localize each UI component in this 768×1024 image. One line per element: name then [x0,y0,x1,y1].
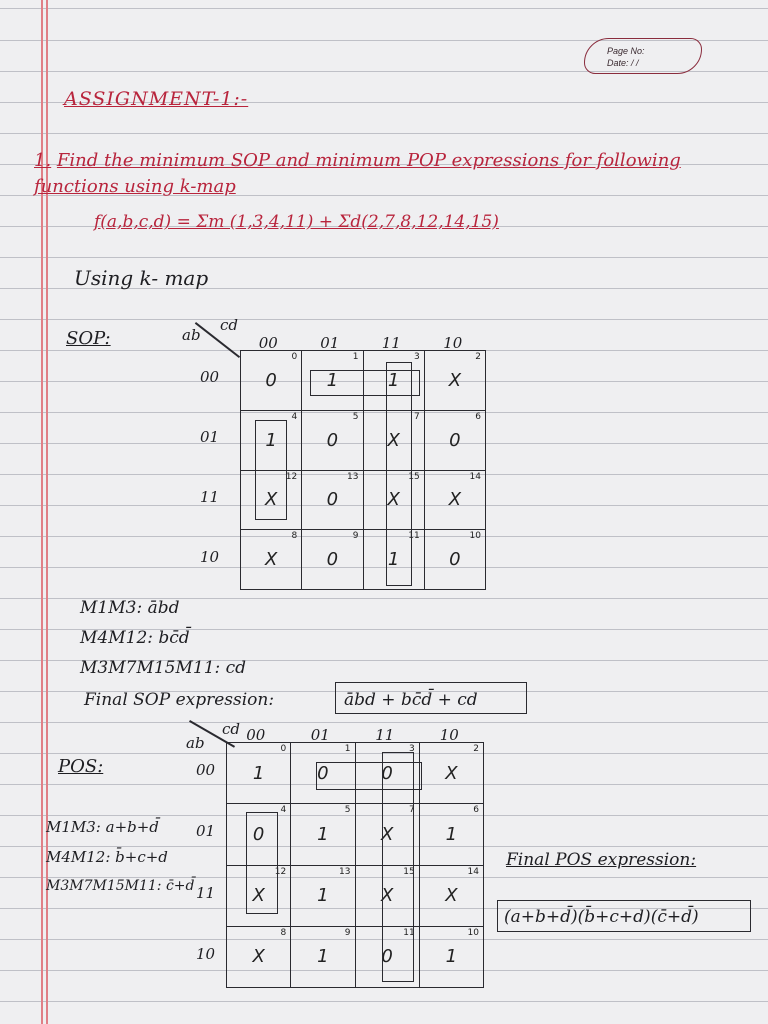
sop-row-header: 11 [200,488,220,506]
sop-cell [302,530,363,590]
pos-cell-index: 13 [339,866,351,877]
sop-cell-index: 3 [414,352,420,362]
question-number: 1. [34,150,52,171]
method-heading: Using k- map [74,266,209,290]
pos-cell [419,865,483,926]
pos-cell-value: 1 [317,885,329,907]
pos-final-label: Final POS expression: [506,850,697,870]
sop-cell-index: 9 [352,531,359,542]
pos-column-header: 10 [439,726,459,744]
pos-cell [291,865,355,926]
pos-row-header: 10 [196,945,216,964]
sop-term-1: M1M3: ābd [80,598,180,618]
sop-cell-index: 8 [291,531,298,542]
pos-cell-value: 0 [252,823,265,845]
pos-cell [419,804,483,865]
pos-cell [419,743,483,804]
question-text [34,148,734,200]
pos-cell-index: 14 [467,866,479,877]
sop-cell [302,470,363,530]
pos-cell [227,743,291,804]
sop-cell-value: 1 [387,369,400,391]
pos-group-c-d-column [382,752,414,982]
sop-column-header: 10 [443,334,463,352]
sop-cell-index: 10 [469,531,481,542]
sop-cell-value: 0 [449,549,461,571]
pos-cell-value: X [380,823,394,845]
pos-cell-index: 4 [280,805,287,816]
sop-row-header: 01 [200,428,220,446]
pos-cell-value: X [445,762,458,784]
pos-cell-index: 9 [344,927,351,938]
pos-cell-index: 3 [409,744,415,754]
pos-row-header: 00 [196,760,216,779]
pos-cell-index: 0 [280,744,287,754]
page-number-stamp [584,38,702,74]
sop-cell-value: 1 [326,369,339,391]
pos-cell-index: 6 [473,805,479,816]
question-body: Find the minimum SOP and minimum POP expressions for following functions using k-map [34,150,681,197]
sop-cell [424,530,485,590]
sop-cell-value: 1 [387,549,400,571]
pos-cell-index: 10 [467,927,479,938]
pos-cell [291,926,355,987]
pos-column-header: 00 [246,726,266,744]
pos-cell-index: 2 [473,744,479,754]
pos-cell-value: 0 [381,946,393,968]
sop-term-2: M4M12: bc̄d̄ [80,628,190,648]
sop-cell-value: X [387,489,400,511]
sop-cell-value: 0 [326,549,339,571]
sop-cell-value: X [387,429,400,451]
sop-group-cd-column [386,362,412,586]
sop-cell-value: 0 [265,369,277,391]
pos-cell [291,804,355,865]
sop-cell-value: X [264,549,278,571]
sop-column-header: 00 [258,334,278,352]
sop-cell-index: 7 [414,411,420,422]
pos-term-1: M1M3: a+b+d̄ [46,818,159,836]
sop-cell [302,410,363,470]
pos-row-variable: ab [186,734,205,752]
sop-cell-index: 2 [475,352,481,362]
pos-cell [419,926,483,987]
pos-cell-value: 1 [317,946,329,968]
sop-final-expression: ābd + bc̄d̄ + cd [344,690,478,710]
pos-cell-value: X [252,885,265,907]
pos-final-expression: (a+b+d̄)(b̄+c+d)(c̄+d̄) [504,907,699,927]
date-value: / / [631,58,639,68]
pos-cell-index: 7 [409,805,415,816]
pos-cell-value: 1 [445,823,458,845]
sop-final-label: Final SOP expression: [84,690,275,710]
sop-row-variable: ab [182,326,201,344]
sop-row-header: 00 [200,368,220,386]
sop-cell [241,351,302,411]
sop-term-3: M3M7M15M11: cd [80,658,247,678]
pos-term-3: M3M7M15M11: c̄+d̄ [46,878,195,894]
sop-cell-index: 14 [469,471,481,482]
page-no-label: Page No: [607,46,645,56]
pos-cell-index: 5 [344,805,351,816]
pos-cell-index: 8 [280,927,287,938]
pos-column-header: 01 [310,726,330,744]
sop-cell-index: 4 [291,411,298,422]
pos-cell-index: 11 [403,927,415,938]
sop-cell-value: X [264,489,278,511]
pos-cell-value: 0 [381,762,393,784]
sop-cell [241,530,302,590]
pos-cell-value: X [252,946,265,968]
sop-group-m4m12 [255,420,287,520]
sop-cell-index: 12 [285,471,298,482]
sop-label: SOP: [66,328,111,349]
sop-cell-value: 0 [326,489,339,511]
sop-cell-value: X [448,489,462,511]
sop-cell-value: 0 [449,429,461,451]
pos-cell-index: 12 [274,866,287,877]
pos-col-variable: cd [222,720,241,738]
sop-row-header: 10 [200,548,220,566]
sop-column-header: 01 [320,334,340,352]
sop-cell-index: 6 [475,411,481,422]
pos-cell-value: 0 [317,762,329,784]
pos-term-2: M4M12: b̄+c+d [46,848,168,866]
sop-cell [424,351,485,411]
sop-cell-index: 5 [352,411,359,422]
sop-cell [424,410,485,470]
pos-cell-index: 15 [403,866,415,877]
pos-cell [227,926,291,987]
date-label: Date: [607,58,629,68]
sop-cell-value: 1 [265,429,277,451]
pos-row-header: 01 [196,822,216,841]
pos-label: POS: [58,756,104,777]
sop-col-variable: cd [220,316,239,334]
pos-cell-value: X [445,885,458,907]
pos-group-m4m12 [246,812,278,914]
sop-cell-index: 15 [408,471,420,482]
sop-cell-value: X [448,369,462,391]
pos-cell-value: X [380,885,394,907]
pos-row-header: 11 [196,883,216,902]
function-expression: f(a,b,c,d) = Σm (1,3,4,11) + Σd(2,7,8,12,14,15) [94,212,499,232]
sop-cell-index: 11 [408,531,420,542]
pos-cell-value: 1 [445,946,458,968]
sop-cell-index: 0 [291,352,298,362]
sop-cell [424,470,485,530]
sop-cell-index: 13 [347,471,359,482]
assignment-title: ASSIGNMENT-1:- [64,88,249,110]
pos-cell-value: 1 [252,762,265,784]
sop-column-header: 11 [381,334,401,352]
pos-column-header: 11 [375,726,395,744]
sop-cell-index: 1 [352,352,359,362]
sop-cell-value: 0 [326,429,339,451]
pos-cell-value: 1 [317,823,329,845]
pos-cell-index: 1 [344,744,351,754]
